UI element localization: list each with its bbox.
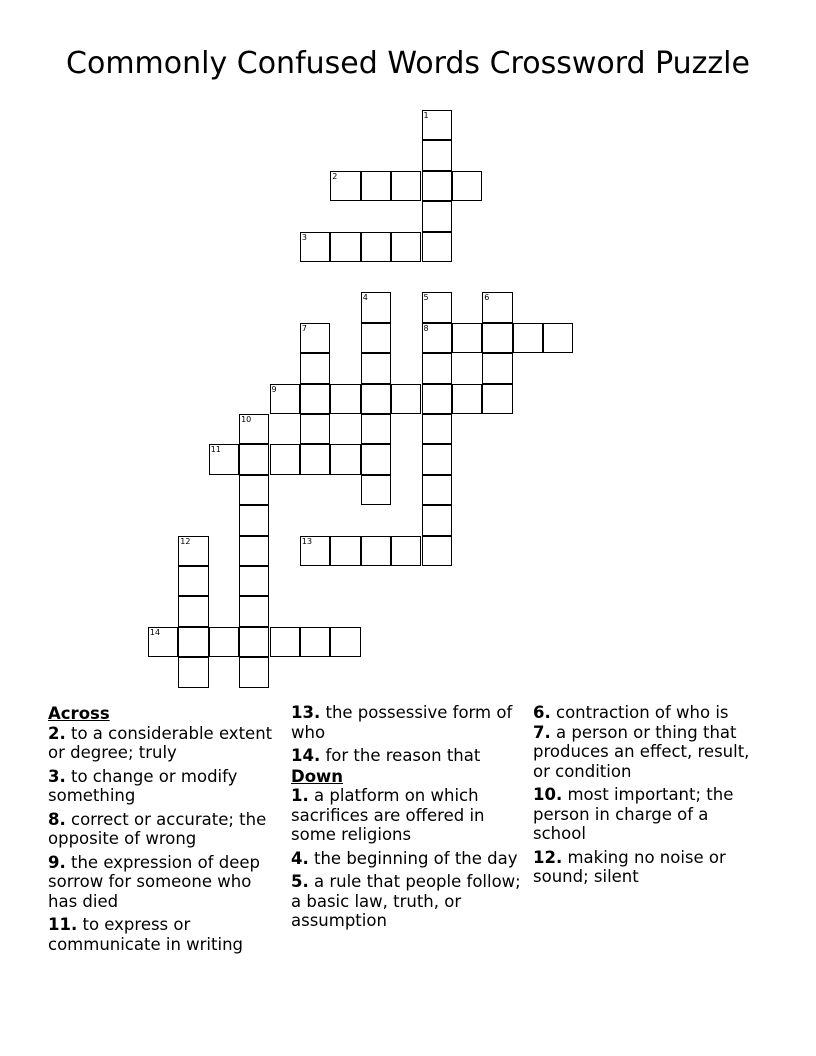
- clue-text: to a considerable extent or degree; truly: [48, 723, 273, 762]
- crossword-cell[interactable]: [361, 292, 391, 322]
- crossword-cell[interactable]: [361, 232, 391, 262]
- clue-across-14: [291, 746, 526, 766]
- clue-down-4: [291, 849, 526, 869]
- crossword-cell[interactable]: [300, 627, 330, 657]
- crossword-cell[interactable]: [270, 444, 300, 474]
- down-heading: Down: [291, 766, 344, 786]
- crossword-cell[interactable]: [270, 384, 300, 414]
- crossword-cell[interactable]: [330, 536, 360, 566]
- clue-down-5: [291, 872, 526, 931]
- crossword-cell[interactable]: [361, 444, 391, 474]
- clue-number: 1.: [291, 786, 309, 805]
- clue-down-7: [533, 723, 763, 782]
- crossword-cell[interactable]: [178, 536, 208, 566]
- clue-number: 13.: [291, 703, 321, 722]
- crossword-cell[interactable]: [330, 627, 360, 657]
- across-heading: Across: [48, 704, 110, 723]
- clue-number: 10.: [533, 785, 563, 804]
- crossword-cell[interactable]: [422, 201, 452, 231]
- cell-number: 3: [301, 232, 307, 242]
- crossword-cell[interactable]: [422, 536, 452, 566]
- cell-number: 12: [180, 536, 191, 546]
- cell-number: 14: [149, 627, 161, 637]
- clue-across-9: [48, 853, 280, 912]
- cell-number: 5: [423, 293, 429, 303]
- crossword-cell[interactable]: [422, 505, 452, 535]
- crossword-cell[interactable]: [330, 171, 360, 201]
- crossword-cell[interactable]: [391, 384, 421, 414]
- cell-number: 6: [484, 293, 490, 303]
- crossword-cell[interactable]: [361, 323, 391, 353]
- crossword-cell[interactable]: [391, 232, 421, 262]
- crossword-cell[interactable]: [178, 596, 208, 626]
- clue-text: contraction of who is: [556, 703, 729, 722]
- clue-text: a platform on which sacrifices are offered in some religions: [291, 786, 485, 844]
- crossword-cell[interactable]: [209, 444, 239, 474]
- clue-across-11: [48, 915, 280, 954]
- clue-across-8: [48, 810, 280, 849]
- clue-text: to change or modify something: [48, 766, 238, 805]
- cell-number: 7: [301, 323, 307, 333]
- crossword-cell[interactable]: [239, 657, 269, 687]
- clue-text: making no noise or sound; silent: [533, 847, 726, 886]
- crossword-cell[interactable]: [178, 657, 208, 687]
- crossword-cell[interactable]: [361, 475, 391, 505]
- clue-column-2: [291, 703, 526, 935]
- clue-text: the possessive form of who: [291, 703, 513, 742]
- crossword-cell[interactable]: [422, 414, 452, 444]
- crossword-cell[interactable]: [422, 444, 452, 474]
- crossword-cell[interactable]: [482, 292, 512, 322]
- clue-column-1: [48, 703, 280, 958]
- crossword-cell[interactable]: [148, 627, 178, 657]
- crossword-cell[interactable]: [543, 323, 573, 353]
- clue-number: 5.: [291, 872, 309, 891]
- clue-number: 14.: [291, 746, 321, 765]
- clue-down-6: [533, 703, 763, 723]
- crossword-cell[interactable]: [361, 536, 391, 566]
- clue-number: 8.: [48, 809, 66, 829]
- crossword-cell[interactable]: [239, 627, 269, 657]
- clue-text: the expression of deep sorrow for someone who has died: [48, 852, 260, 911]
- crossword-cell[interactable]: [422, 110, 452, 140]
- page-title: Commonly Confused Words Crossword Puzzle: [66, 46, 750, 81]
- crossword-cell[interactable]: [422, 232, 452, 262]
- cell-number: 11: [210, 445, 221, 455]
- crossword-cell[interactable]: [422, 475, 452, 505]
- crossword-cell[interactable]: [300, 353, 330, 383]
- crossword-cell[interactable]: [361, 384, 391, 414]
- crossword-cell[interactable]: [422, 384, 452, 414]
- crossword-cell[interactable]: [482, 353, 512, 383]
- clue-down-1: [291, 786, 526, 845]
- crossword-cell[interactable]: [391, 171, 421, 201]
- clue-across-2: [48, 724, 280, 763]
- crossword-cell[interactable]: [239, 536, 269, 566]
- crossword-cell[interactable]: [452, 171, 482, 201]
- crossword-cell[interactable]: [422, 140, 452, 170]
- clue-number: 3.: [48, 766, 66, 786]
- crossword-cell[interactable]: [391, 536, 421, 566]
- clue-column-3: [533, 703, 763, 891]
- crossword-cell[interactable]: [482, 384, 512, 414]
- crossword-cell[interactable]: [482, 323, 512, 353]
- crossword-cell[interactable]: [239, 475, 269, 505]
- clue-number: 2.: [48, 723, 66, 743]
- crossword-cell[interactable]: [300, 384, 330, 414]
- clue-number: 7.: [533, 722, 551, 742]
- clue-number: 12.: [533, 847, 563, 867]
- crossword-cell[interactable]: [178, 627, 208, 657]
- clue-down-10: [533, 785, 763, 844]
- cell-number: 9: [271, 384, 277, 394]
- crossword-cell[interactable]: [239, 414, 269, 444]
- crossword-cell[interactable]: [300, 414, 330, 444]
- clue-number: 6.: [533, 703, 551, 722]
- cell-number: 1: [423, 111, 429, 120]
- clue-number: 4.: [291, 848, 309, 868]
- crossword-cell[interactable]: [178, 566, 208, 596]
- clue-text: to express or communicate in writing: [48, 915, 243, 954]
- crossword-cell[interactable]: [422, 292, 452, 322]
- crossword-cell[interactable]: [361, 171, 391, 201]
- crossword-cell[interactable]: [330, 444, 360, 474]
- clue-text: a person or thing that produces an effect, result, or condition: [533, 722, 750, 781]
- clue-text: most important; the person in charge of a school: [533, 785, 734, 843]
- crossword-cell[interactable]: [300, 536, 330, 566]
- crossword-cell[interactable]: [239, 566, 269, 596]
- crossword-cell[interactable]: [422, 353, 452, 383]
- crossword-cell[interactable]: [452, 384, 482, 414]
- crossword-cell[interactable]: [209, 627, 239, 657]
- crossword-cell[interactable]: [330, 384, 360, 414]
- crossword-cell[interactable]: [239, 596, 269, 626]
- clue-number: 9.: [48, 852, 66, 872]
- crossword-cell[interactable]: [300, 323, 330, 353]
- clue-number: 11.: [48, 915, 78, 934]
- cell-number: 8: [423, 323, 429, 333]
- clue-across-3: [48, 767, 280, 806]
- crossword-cell[interactable]: [422, 171, 452, 201]
- crossword-cell[interactable]: [300, 444, 330, 474]
- crossword-cell[interactable]: [239, 505, 269, 535]
- crossword-cell[interactable]: [361, 353, 391, 383]
- crossword-cell[interactable]: [330, 232, 360, 262]
- cell-number: 4: [362, 293, 368, 303]
- cell-number: 10: [241, 415, 252, 424]
- clue-across-13: [291, 703, 526, 742]
- crossword-cell[interactable]: [361, 414, 391, 444]
- cell-number: 13: [301, 536, 313, 546]
- crossword-cell[interactable]: [422, 323, 452, 353]
- crossword-cell[interactable]: [270, 627, 300, 657]
- crossword-cell[interactable]: [300, 232, 330, 262]
- crossword-cell[interactable]: [239, 444, 269, 474]
- clue-text: the beginning of the day: [314, 848, 518, 868]
- crossword-cell[interactable]: [452, 323, 482, 353]
- clue-down-12: [533, 848, 763, 887]
- clue-text: correct or accurate; the opposite of wrong: [48, 809, 267, 848]
- crossword-cell[interactable]: [513, 323, 543, 353]
- clue-text: a rule that people follow; a basic law, truth, or assumption: [291, 872, 521, 930]
- clue-text: for the reason that: [325, 746, 481, 765]
- cell-number: 2: [332, 171, 338, 181]
